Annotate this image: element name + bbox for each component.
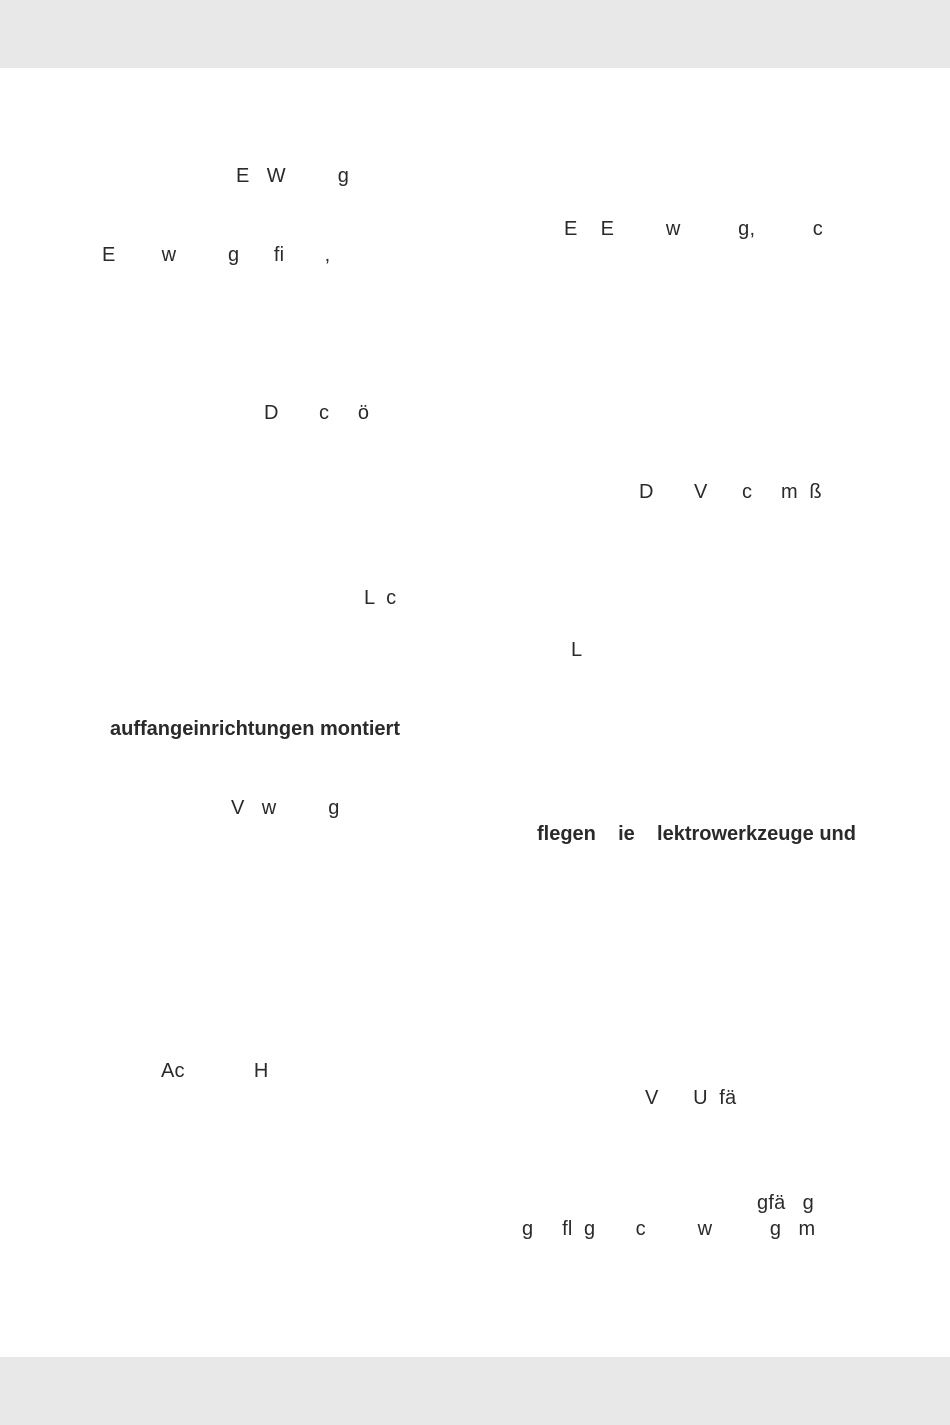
right-fragment-4: V U fä (645, 1087, 737, 1109)
left-fragment-2: E w g fi , (102, 244, 331, 266)
right-fragment-3: L (571, 639, 583, 661)
right-fragment-1: E E w g, c (564, 218, 823, 240)
left-heading: auffangeinrichtungen montiert (110, 718, 400, 740)
right-heading: flegen ie lektrowerkzeuge und (537, 823, 856, 845)
bottom-margin-band (0, 1357, 950, 1425)
left-fragment-3: D c ö (264, 402, 370, 424)
right-fragment-2: D V c m ß (639, 481, 822, 503)
right-fragment-6: g fl g c w g m (522, 1218, 816, 1240)
left-fragment-6: Ac H (161, 1060, 269, 1082)
left-fragment-4: L c (364, 587, 397, 609)
left-fragment-1: E W g (236, 165, 350, 187)
left-fragment-5: V w g (231, 797, 340, 819)
top-margin-band (0, 0, 950, 68)
right-fragment-5: gfä g (757, 1192, 814, 1214)
